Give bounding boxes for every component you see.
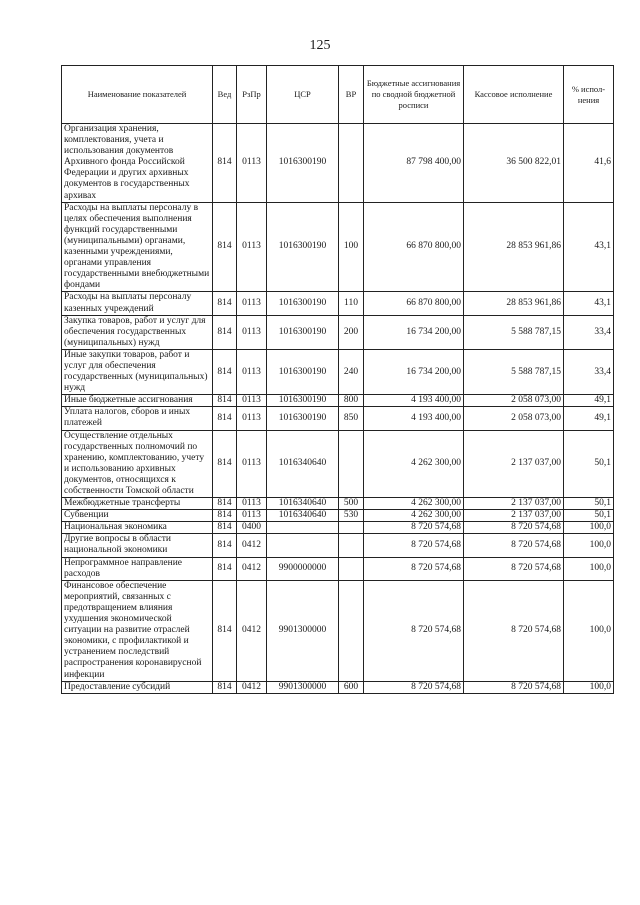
cell-cash: 8 720 574,68 [464, 534, 564, 557]
cell-budget: 4 193 400,00 [364, 407, 464, 430]
cell-cash: 2 137 037,00 [464, 498, 564, 510]
cell-rzpr: 0412 [237, 534, 267, 557]
header-vr: ВР [339, 66, 364, 124]
cell-rzpr: 0113 [237, 407, 267, 430]
cell-csr: 1016340640 [267, 510, 339, 522]
cell-vr: 200 [339, 315, 364, 349]
cell-name: Расходы на выплаты персоналу казенных учреждений [62, 292, 213, 315]
cell-csr [267, 522, 339, 534]
cell-ved: 814 [213, 430, 237, 498]
cell-vr [339, 430, 364, 498]
header-rzpr: РзПр [237, 66, 267, 124]
cell-budget: 8 720 574,68 [364, 681, 464, 693]
cell-csr: 1016340640 [267, 430, 339, 498]
cell-vr [339, 580, 364, 681]
cell-csr: 1016300190 [267, 315, 339, 349]
cell-budget: 8 720 574,68 [364, 557, 464, 580]
cell-ved: 814 [213, 522, 237, 534]
cell-rzpr: 0113 [237, 498, 267, 510]
cell-rzpr: 0400 [237, 522, 267, 534]
cell-csr: 9901300000 [267, 681, 339, 693]
cell-vr [339, 124, 364, 203]
cell-csr: 1016300190 [267, 124, 339, 203]
cell-cash: 28 853 961,86 [464, 202, 564, 292]
table-row [62, 681, 614, 693]
cell-rzpr: 0113 [237, 315, 267, 349]
table-row [62, 430, 614, 498]
cell-cash: 28 853 961,86 [464, 292, 564, 315]
cell-percent: 50,1 [564, 510, 614, 522]
cell-rzpr: 0412 [237, 580, 267, 681]
cell-rzpr: 0113 [237, 124, 267, 203]
cell-rzpr: 0113 [237, 202, 267, 292]
cell-vr: 600 [339, 681, 364, 693]
cell-cash: 2 058 073,00 [464, 395, 564, 407]
cell-percent: 100,0 [564, 681, 614, 693]
table-row [62, 498, 614, 510]
cell-name: Иные бюджетные ассигнования [62, 395, 213, 407]
cell-csr: 1016300190 [267, 349, 339, 394]
cell-budget: 4 262 300,00 [364, 510, 464, 522]
cell-name: Закупка товаров, работ и услуг для обеспечения государственных (муниципальных) нужд [62, 315, 213, 349]
cell-vr: 850 [339, 407, 364, 430]
cell-vr: 530 [339, 510, 364, 522]
cell-rzpr: 0113 [237, 430, 267, 498]
cell-rzpr: 0113 [237, 292, 267, 315]
header-row [62, 66, 614, 124]
cell-rzpr: 0113 [237, 349, 267, 394]
header-name: Наименование показателей [62, 66, 213, 124]
cell-ved: 814 [213, 124, 237, 203]
cell-budget: 66 870 800,00 [364, 202, 464, 292]
cell-csr: 1016300190 [267, 407, 339, 430]
table-row [62, 580, 614, 681]
cell-rzpr: 0113 [237, 510, 267, 522]
cell-vr [339, 522, 364, 534]
cell-vr: 800 [339, 395, 364, 407]
cell-budget: 8 720 574,68 [364, 522, 464, 534]
cell-cash: 2 137 037,00 [464, 430, 564, 498]
table-row [62, 349, 614, 394]
cell-ved: 814 [213, 534, 237, 557]
cell-percent: 33,4 [564, 315, 614, 349]
cell-name: Иные закупки товаров, работ и услуг для обеспечения государственных (муниципальных) нужд [62, 349, 213, 394]
cell-budget: 16 734 200,00 [364, 315, 464, 349]
cell-rzpr: 0113 [237, 395, 267, 407]
table-row [62, 522, 614, 534]
cell-cash: 8 720 574,68 [464, 557, 564, 580]
cell-name: Осуществление отдельных государственных полномочий по хранению, комплектованию, учету и использованию архивных документов, относящихся к собственности Томской области [62, 430, 213, 498]
cell-percent: 100,0 [564, 534, 614, 557]
cell-budget: 16 734 200,00 [364, 349, 464, 394]
cell-rzpr: 0412 [237, 681, 267, 693]
cell-percent: 100,0 [564, 557, 614, 580]
cell-vr [339, 557, 364, 580]
cell-vr [339, 534, 364, 557]
header-ved: Вед [213, 66, 237, 124]
cell-cash: 8 720 574,68 [464, 522, 564, 534]
table-row [62, 315, 614, 349]
table-row [62, 510, 614, 522]
cell-cash: 36 500 822,01 [464, 124, 564, 203]
header-percent: % испол-нения [564, 66, 614, 124]
cell-name: Финансовое обеспечение мероприятий, связанных с предотвращением влияния ухудшения экономической ситуации на развитие отраслей экономики, с профилактикой и устранением последствий распространения коронавирусной инфекции [62, 580, 213, 681]
table-row [62, 395, 614, 407]
header-cash: Кассовое исполнение [464, 66, 564, 124]
cell-ved: 814 [213, 292, 237, 315]
cell-percent: 43,1 [564, 202, 614, 292]
table-row [62, 534, 614, 557]
cell-ved: 814 [213, 349, 237, 394]
cell-budget: 4 262 300,00 [364, 430, 464, 498]
cell-cash: 2 137 037,00 [464, 510, 564, 522]
cell-name: Субвенции [62, 510, 213, 522]
cell-rzpr: 0412 [237, 557, 267, 580]
cell-csr: 9900000000 [267, 557, 339, 580]
header-budget: Бюджетные ассигнования по сводной бюджетной росписи [364, 66, 464, 124]
cell-cash: 5 588 787,15 [464, 315, 564, 349]
cell-name: Межбюджетные трансферты [62, 498, 213, 510]
cell-ved: 814 [213, 510, 237, 522]
cell-cash: 5 588 787,15 [464, 349, 564, 394]
page-number: 125 [309, 38, 331, 53]
cell-cash: 8 720 574,68 [464, 681, 564, 693]
cell-budget: 8 720 574,68 [364, 580, 464, 681]
table-row [62, 407, 614, 430]
cell-ved: 814 [213, 407, 237, 430]
cell-ved: 814 [213, 395, 237, 407]
cell-vr: 240 [339, 349, 364, 394]
cell-vr: 110 [339, 292, 364, 315]
cell-name: Другие вопросы в области национальной экономики [62, 534, 213, 557]
cell-budget: 4 262 300,00 [364, 498, 464, 510]
table-row [62, 124, 614, 203]
cell-ved: 814 [213, 580, 237, 681]
cell-percent: 41,6 [564, 124, 614, 203]
cell-percent: 100,0 [564, 522, 614, 534]
cell-csr: 1016300190 [267, 395, 339, 407]
cell-name: Расходы на выплаты персоналу в целях обеспечения выполнения функций государственными (муниципальными) органами, казенными учреждениями, органами управления государственными внебюджетными фондами [62, 202, 213, 292]
cell-budget: 66 870 800,00 [364, 292, 464, 315]
cell-percent: 43,1 [564, 292, 614, 315]
cell-csr: 1016300190 [267, 292, 339, 315]
cell-budget: 8 720 574,68 [364, 534, 464, 557]
cell-percent: 33,4 [564, 349, 614, 394]
cell-budget: 87 798 400,00 [364, 124, 464, 203]
cell-csr [267, 534, 339, 557]
cell-csr: 9901300000 [267, 580, 339, 681]
cell-name: Организация хранения, комплектования, учета и использования документов Архивного фонда Российской Федерации и других архивных документов в государственных архивах [62, 124, 213, 203]
cell-name: Национальная экономика [62, 522, 213, 534]
cell-vr: 500 [339, 498, 364, 510]
cell-cash: 8 720 574,68 [464, 580, 564, 681]
cell-csr: 1016300190 [267, 202, 339, 292]
cell-name: Предоставление субсидий [62, 681, 213, 693]
cell-name: Непрограммное направление расходов [62, 557, 213, 580]
cell-percent: 49,1 [564, 407, 614, 430]
cell-cash: 2 058 073,00 [464, 407, 564, 430]
cell-ved: 814 [213, 681, 237, 693]
cell-percent: 50,1 [564, 498, 614, 510]
table-row [62, 557, 614, 580]
cell-percent: 49,1 [564, 395, 614, 407]
table-row [62, 292, 614, 315]
cell-csr: 1016340640 [267, 498, 339, 510]
table-row [62, 202, 614, 292]
cell-percent: 100,0 [564, 580, 614, 681]
cell-budget: 4 193 400,00 [364, 395, 464, 407]
cell-ved: 814 [213, 498, 237, 510]
budget-table [61, 65, 614, 694]
cell-percent: 50,1 [564, 430, 614, 498]
cell-ved: 814 [213, 202, 237, 292]
cell-name: Уплата налогов, сборов и иных платежей [62, 407, 213, 430]
cell-ved: 814 [213, 315, 237, 349]
cell-ved: 814 [213, 557, 237, 580]
header-csr: ЦСР [267, 66, 339, 124]
cell-vr: 100 [339, 202, 364, 292]
